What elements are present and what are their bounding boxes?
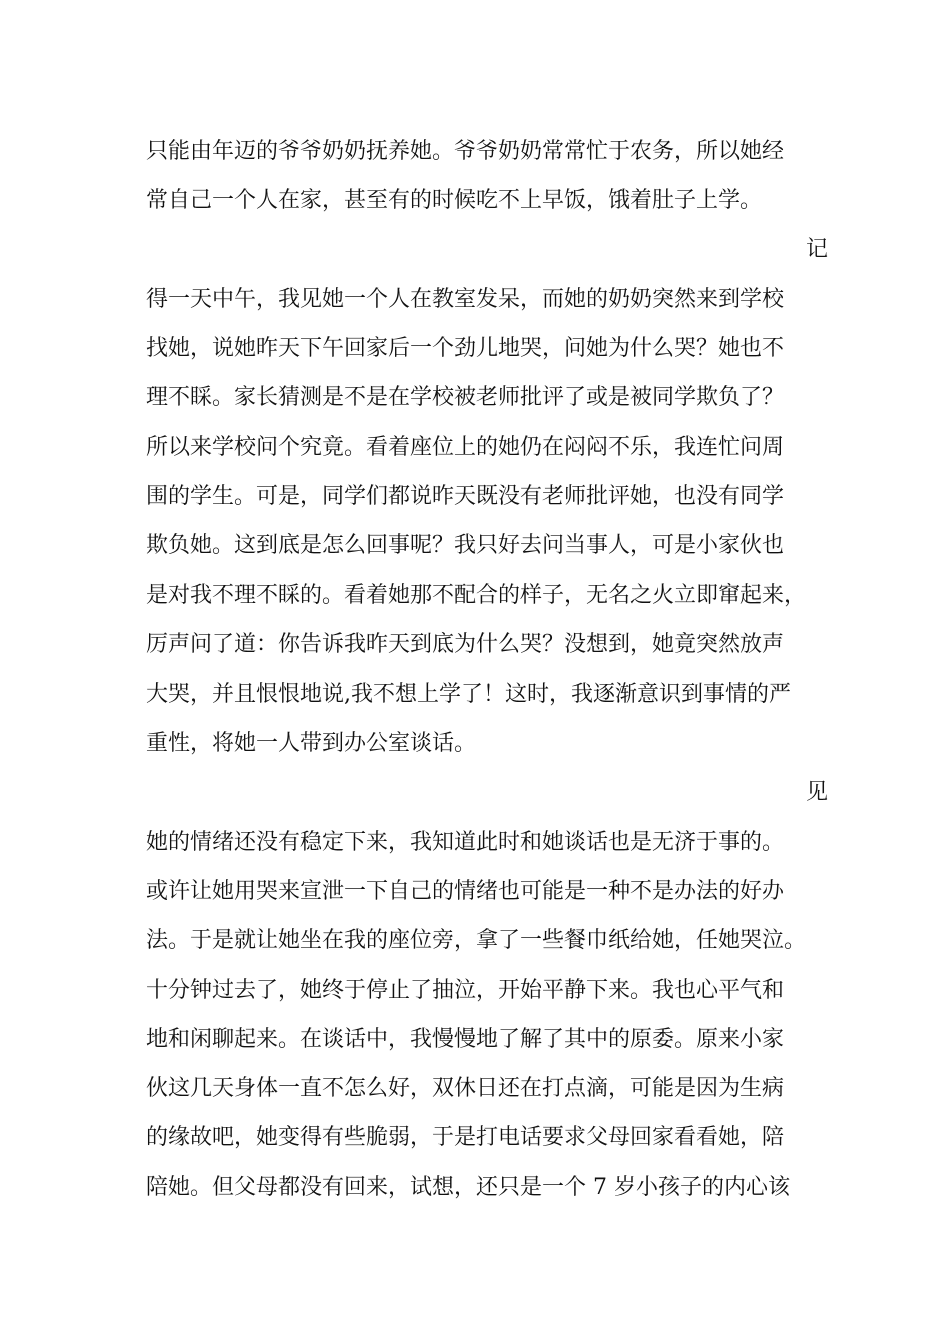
text-line: 陪她。但父母都没有回来，试想，还只是一个 7 岁小孩子的内心该 [146,1175,790,1200]
paragraph-start-char: 见 [805,780,828,805]
text-line: 伙这几天身体一直不怎么好，双休日还在打点滴，可能是因为生病 [146,1076,785,1101]
text-line: 常自己一个人在家，甚至有的时候吃不上早饭，饿着肚子上学。 [146,188,763,213]
text-line: 围的学生。可是，同学们都说昨天既没有老师批评她，也没有同学 [146,484,785,509]
text-line: 的缘故吧，她变得有些脆弱，于是打电话要求父母回家看看她，陪 [146,1125,785,1150]
text-line: 或许让她用哭来宣泄一下自己的情绪也可能是一种不是办法的好办 [146,879,785,904]
text-line: 厉声问了道：你告诉我昨天到底为什么哭？没想到，她竟突然放声 [146,632,785,657]
text-line: 得一天中午，我见她一个人在教室发呆，而她的奶奶突然来到学校 [146,287,785,312]
text-line: 是对我不理不睬的。看着她那不配合的样子，无名之火立即窜起来， [146,583,807,608]
paragraph-start-char: 记 [805,237,828,262]
text-line: 只能由年迈的爷爷奶奶抚养她。爷爷奶奶常常忙于农务，所以她经 [146,139,785,164]
text-line: 她的情绪还没有稳定下来，我知道此时和她谈话也是无济于事的。 [146,830,785,855]
text-line: 欺负她。这到底是怎么回事呢？我只好去问当事人，可是小家伙也 [146,533,785,558]
text-line: 地和闲聊起来。在谈话中，我慢慢地了解了其中的原委。原来小家 [146,1027,785,1052]
text-line: 重性，将她一人带到办公室谈话。 [146,731,477,756]
text-line: 法。于是就让她坐在我的座位旁，拿了一些餐巾纸给她，任她哭泣。 [146,928,807,953]
text-line: 找她，说她昨天下午回家后一个劲儿地哭，问她为什么哭？她也不 [146,336,785,361]
text-line: 所以来学校问个究竟。看着座位上的她仍在闷闷不乐，我连忙问周 [146,435,785,460]
text-line: 大哭，并且恨恨地说,我不想上学了！这时，我逐渐意识到事情的严 [146,682,791,707]
text-line: 十分钟过去了，她终于停止了抽泣，开始平静下来。我也心平气和 [146,978,785,1003]
text-line: 理不睬。家长猜测是不是在学校被老师批评了或是被同学欺负了？ [146,385,785,410]
